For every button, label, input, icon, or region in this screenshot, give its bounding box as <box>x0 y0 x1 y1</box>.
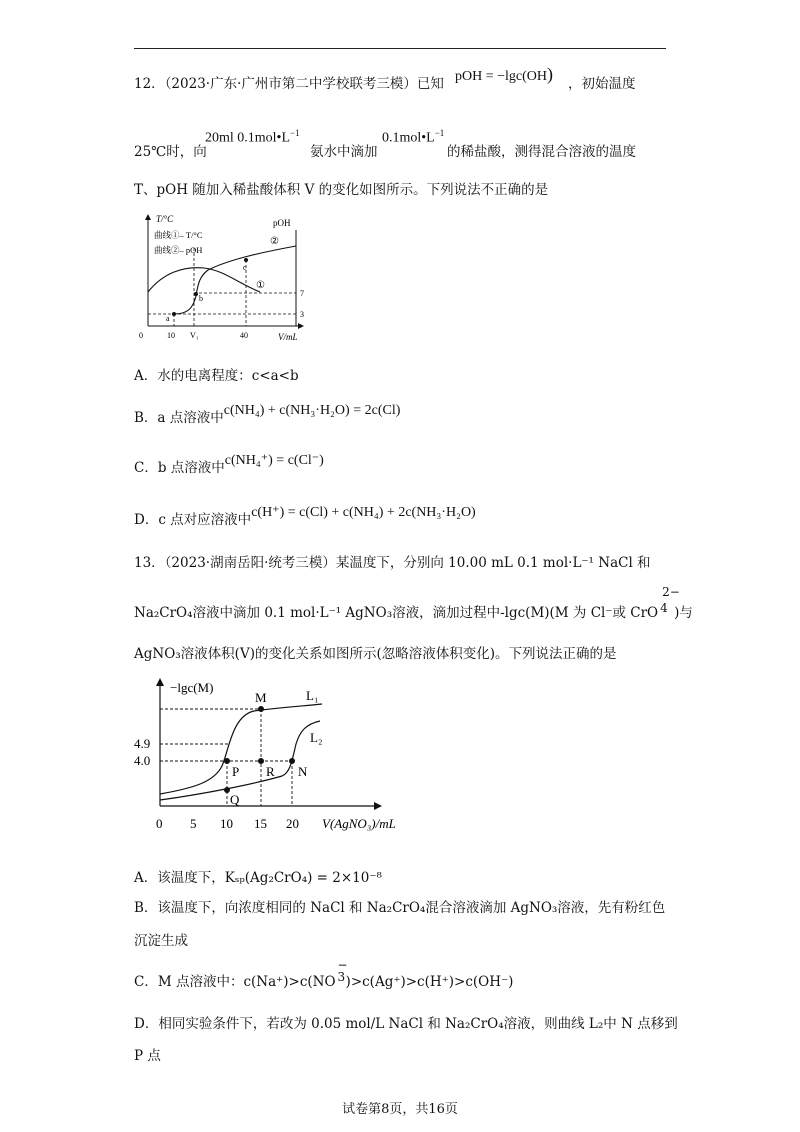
q13-line1: 13．（2023·湖南岳阳·统考三模）某温度下，分别向 10.00 mL 0.1 mol·L⁻¹ NaCl 和 <box>134 555 651 571</box>
chart13-label-P: P <box>232 764 240 779</box>
chart12-point-a <box>172 312 176 316</box>
chart12-rtick-3: 3 <box>300 310 304 319</box>
chart13-point-P <box>224 758 230 764</box>
q13-option-c: C．M 点溶液中：c(Na⁺)>c(NO − 3 )>c(Ag⁺)>c(H⁺)>c(OH⁻) <box>134 957 514 990</box>
q12-option-c: C．b 点溶液中c(NH₄⁺) = c(Cl⁻) <box>134 453 324 476</box>
q13-line3: AgNO₃溶液体积(V)的变化关系如图所示(忽略溶液体积变化)。下列说法正确的是 <box>134 646 617 662</box>
chart12-legend1: 曲线①– T/°C <box>154 230 203 240</box>
chart12-xtick-10: 10 <box>167 331 175 340</box>
chart13-ytick-4.9: 4.9 <box>134 736 151 751</box>
chart13-label-R: R <box>266 764 275 779</box>
chart12-label-b: b <box>199 294 203 303</box>
q12-option-a: A．水的电离程度：c<a<b <box>134 368 299 384</box>
chart13-series-L2: L₂ <box>310 730 323 745</box>
chart13-label-Q: Q <box>230 792 240 807</box>
chart13-xtick-0: 0 <box>156 816 163 831</box>
chart13-point-M <box>258 706 264 712</box>
chart12-x-label: V/mL <box>278 332 298 342</box>
q12-line2-mid: 氨水中滴加 <box>310 144 378 160</box>
chart13-label-M: M <box>255 690 267 705</box>
q13-number: 13． <box>134 555 165 571</box>
q12-option-d: D．c 点对应溶液中c(H⁺) = c(Cl) + c(NH₄) + 2c(NH₃·H₂O) <box>134 505 476 528</box>
chart12-point-c <box>244 258 248 262</box>
chart13-xtick-10: 10 <box>220 816 233 831</box>
chart12-curve2-marker: ② <box>270 236 279 247</box>
chart13-label-N: N <box>298 764 308 779</box>
q12-line1 <box>134 72 444 92</box>
chart13-y-label: −lgc(M) <box>170 680 214 695</box>
q13-option-d-line1: D．相同实验条件下，若改为 0.05 mol/L NaCl 和 Na₂CrO₄溶液，则曲线 L₂中 N 点移到 <box>134 1016 678 1032</box>
chart12-xtick-40: 40 <box>240 331 248 340</box>
chart12-legend2: 曲线②– pOH <box>154 245 203 255</box>
chart13-ytick-4.0: 4.0 <box>134 753 151 768</box>
q12-line2: 25℃时，向 <box>134 144 207 160</box>
chart12 <box>138 208 310 344</box>
q12-line2-end: 的稀盐酸，测得混合溶液的温度 <box>447 144 636 160</box>
q12-line3: T、pOH 随加入稀盐酸体积 V 的变化如图所示。下列说法不正确的是 <box>134 182 549 198</box>
chart12-y-left-label: T/°C <box>156 214 174 224</box>
q13-option-b-line1: B．该温度下，向浓度相同的 NaCl 和 Na₂CrO₄混合溶液滴加 AgNO₃溶液，先有粉红色 <box>134 900 666 916</box>
q12-number: 12． <box>134 76 165 92</box>
chart13 <box>134 676 434 836</box>
chart13-xtick-15: 15 <box>254 816 267 831</box>
chart12-label-a: a <box>166 314 170 323</box>
q12-option-b-formula: c(NH₄) + c(NH₃·H₂O) = 2c(Cl) <box>223 403 401 418</box>
chart12-y-right-label: pOH <box>273 218 291 228</box>
q12-option-b: B．a 点溶液中c(NH₄) + c(NH₃·H₂O) = 2c(Cl) <box>134 403 401 426</box>
q12-conc1: 20ml $0.1mol•L^{-1}$ <box>205 128 300 146</box>
q12-source: （2023·广东·广州市第二中学校联考三模）已知 <box>164 76 444 92</box>
q12-option-d-formula: c(H⁺) = c(Cl) + c(NH₄) + 2c(NH₃·H₂O) <box>251 505 476 520</box>
chart13-x-label: V(AgNO₃)/mL <box>322 816 396 831</box>
chart13-series-L1: L₁ <box>306 688 319 703</box>
chart13-curve-L1 <box>160 704 322 794</box>
q12-option-c-formula: c(NH₄⁺) = c(Cl⁻) <box>224 453 324 468</box>
q12-after-formula: ，初始温度 <box>568 76 636 92</box>
chart13-point-N <box>289 758 295 764</box>
chart12-curve1-marker: ① <box>256 280 265 291</box>
chart12-point-b <box>194 292 198 296</box>
chart12-label-c: c <box>243 263 247 272</box>
chart13-xtick-5: 5 <box>190 816 197 831</box>
chart13-svg <box>134 676 434 836</box>
chart12-xtick-0: 0 <box>139 331 143 340</box>
q12-poh-formula: pOH = −lgc(OH) <box>455 64 553 84</box>
chart12-rtick-7: 7 <box>300 289 304 298</box>
q13-option-b-line2: 沉淀生成 <box>134 933 188 949</box>
page-footer: 试卷第8页，共16页 <box>342 1102 458 1117</box>
q12-conc2: $0.1mol•L^{-1}$ <box>382 128 445 146</box>
q13-option-d-line2: P 点 <box>134 1048 161 1064</box>
chart13-xtick-20: 20 <box>286 816 299 831</box>
q13-option-a: A．该温度下，Kₛₚ(Ag₂CrO₄) = 2×10⁻⁸ <box>134 870 382 886</box>
q13-line2: Na₂CrO₄溶液中滴加 0.1 mol·L⁻¹ AgNO₃溶液，滴加过程中-lgc(M)(M 为 Cl⁻或 CrO 2− 4 )与 <box>134 584 693 621</box>
chart13-point-R <box>258 758 264 764</box>
top-rule <box>134 48 666 49</box>
chart13-curve-L2 <box>160 721 323 800</box>
chart12-svg <box>138 208 310 344</box>
chart12-xtick-v1: V₁ <box>190 331 199 340</box>
